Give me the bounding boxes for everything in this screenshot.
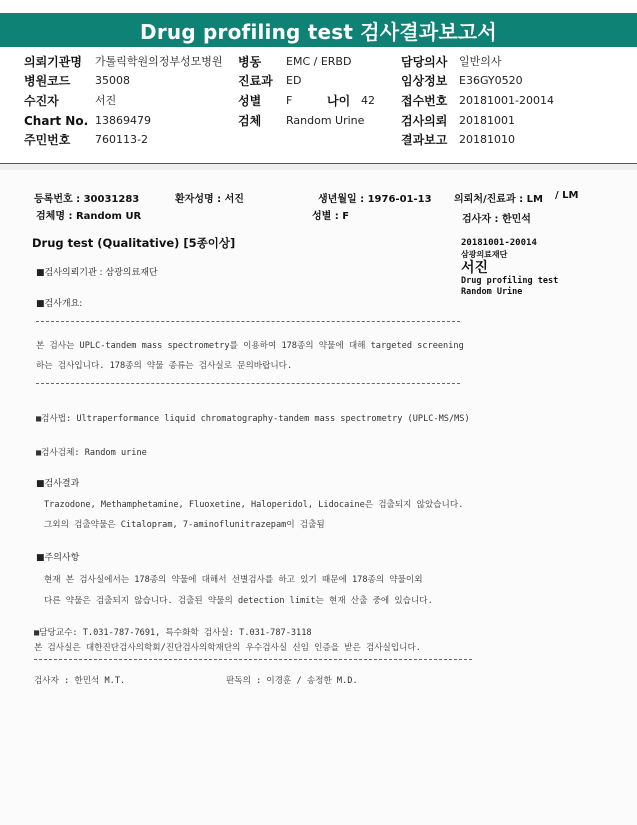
method: ■검사법: Ultraperformance liquid chromatography-tandem mass spectrometry (UPLC-MS/MS) bbox=[36, 414, 470, 424]
sex-label: 성별 bbox=[238, 94, 262, 108]
result-line2: 그외의 검출약물은 Citalopram, 7-aminoflunitrazepam이 검출됨 bbox=[44, 520, 325, 530]
dash-line bbox=[34, 659, 472, 660]
report-title: Drug profiling test 검사결과보고서 bbox=[0, 13, 637, 47]
report-sex: 성별 : F bbox=[312, 211, 350, 222]
patient-label: 수진자 bbox=[24, 94, 59, 108]
resident-no-label: 주민번호 bbox=[24, 133, 71, 147]
department-label: 진료과 bbox=[238, 74, 273, 88]
dash-line bbox=[36, 321, 460, 322]
stamp-line2: Random Urine bbox=[461, 287, 523, 297]
chart-no-value: 13869479 bbox=[95, 114, 151, 127]
patient-value: 서진 bbox=[95, 94, 117, 107]
specimen-value: Random Urine bbox=[286, 114, 365, 127]
request-date-label: 검사의뢰 bbox=[401, 114, 448, 128]
caution-line2: 다른 약물은 검출되지 않습니다. 검출된 약물의 detection limit는 현재 산출 중에 있습니다. bbox=[44, 596, 433, 606]
clinical-info-label: 임상정보 bbox=[401, 74, 448, 88]
caution-line1: 현재 본 검사실에서는 178종의 약물에 대해서 선별검사를 하고 있기 때문에 178종의 약물이외 bbox=[44, 575, 423, 585]
specimen-label: 검체 bbox=[238, 114, 262, 128]
birth-date: 생년월일 : 1976-01-13 bbox=[318, 194, 432, 205]
result-line1: Trazodone, Methamphetamine, Fluoxetine, Haloperidol, Lidocaine은 검출되지 않았습니다. bbox=[44, 500, 464, 510]
lab-org: ■검사의뢰기관 : 삼광의료재단 bbox=[36, 268, 158, 278]
stamp-number: 20181001-20014 bbox=[461, 238, 537, 248]
request-date-value: 20181001 bbox=[459, 114, 515, 127]
receipt-no-value: 20181001-20014 bbox=[459, 94, 554, 107]
report-date-label: 결과보고 bbox=[401, 133, 448, 147]
examiner: 검사자 : 한민석 bbox=[462, 214, 531, 225]
stamp-org: 삼광의료재단 bbox=[461, 250, 508, 259]
overview-line2: 하는 검사입니다. 178종의 약물 종류는 검사실로 문의바랍니다. bbox=[36, 361, 293, 371]
doctor-value: 일반의사 bbox=[459, 55, 502, 68]
hospital-code-label: 병원코드 bbox=[24, 74, 71, 88]
sex-value: F bbox=[286, 94, 293, 107]
doctor-label: 담당의사 bbox=[401, 55, 448, 69]
result-stamp bbox=[461, 238, 579, 298]
patient-name: 환자성명 : 서진 bbox=[175, 194, 244, 205]
contact-info: ■담당교수: T.031-787-7691, 특수화학 검사실: T.031-787-3118 bbox=[34, 628, 312, 638]
certification: 본 검사실은 대한진단검사의학회/진단검사의학재단의 우수검사실 신임 인증을 받은 검사실입니다. bbox=[34, 643, 421, 653]
chart-no-label: Chart No. bbox=[24, 114, 89, 128]
clinical-info-value: E36GY0520 bbox=[459, 74, 523, 87]
caution-heading: ■주의사항 bbox=[36, 553, 80, 563]
test-title: Drug test (Qualitative) [5종이상] bbox=[32, 236, 236, 250]
ward-label: 병동 bbox=[238, 55, 262, 69]
specimen-type: ■검사검체: Random urine bbox=[36, 448, 147, 458]
overview-line1: 본 검사는 UPLC-tandem mass spectrometry를 이용하여 178종의 약물에 대해 targeted screening bbox=[36, 341, 464, 351]
requester-dept: / LM bbox=[555, 190, 579, 201]
age-value: 42 bbox=[361, 94, 375, 107]
ward-value: EMC / ERBD bbox=[286, 55, 352, 68]
tester: 검사자 : 한민석 M.T. bbox=[34, 676, 126, 686]
age-label: 나이 bbox=[327, 94, 351, 108]
dash-line bbox=[36, 383, 460, 384]
specimen-name: 검체명 : Random UR bbox=[36, 211, 142, 222]
hospital-value: 가톨릭학원의정부성모병원 bbox=[95, 55, 223, 68]
overview-heading: ■검사개요: bbox=[36, 299, 83, 309]
reg-no: 등록번호 : 30031283 bbox=[34, 194, 140, 205]
resident-no-value: 760113-2 bbox=[95, 133, 148, 146]
department-value: ED bbox=[286, 74, 302, 87]
reviewer: 판독의 : 이경훈 / 송정한 M.D. bbox=[226, 676, 358, 686]
receipt-no-label: 접수번호 bbox=[401, 94, 448, 108]
stamp-name: 서진 bbox=[461, 260, 489, 276]
report-date-value: 20181010 bbox=[459, 133, 515, 146]
stamp-line1: Drug profiling test bbox=[461, 276, 559, 286]
hospital-label: 의뢰기관명 bbox=[24, 55, 82, 69]
result-heading: ■검사결과 bbox=[36, 479, 80, 489]
hospital-code-value: 35008 bbox=[95, 74, 130, 87]
requester: 의뢰처/진료과 : LM bbox=[454, 194, 543, 205]
